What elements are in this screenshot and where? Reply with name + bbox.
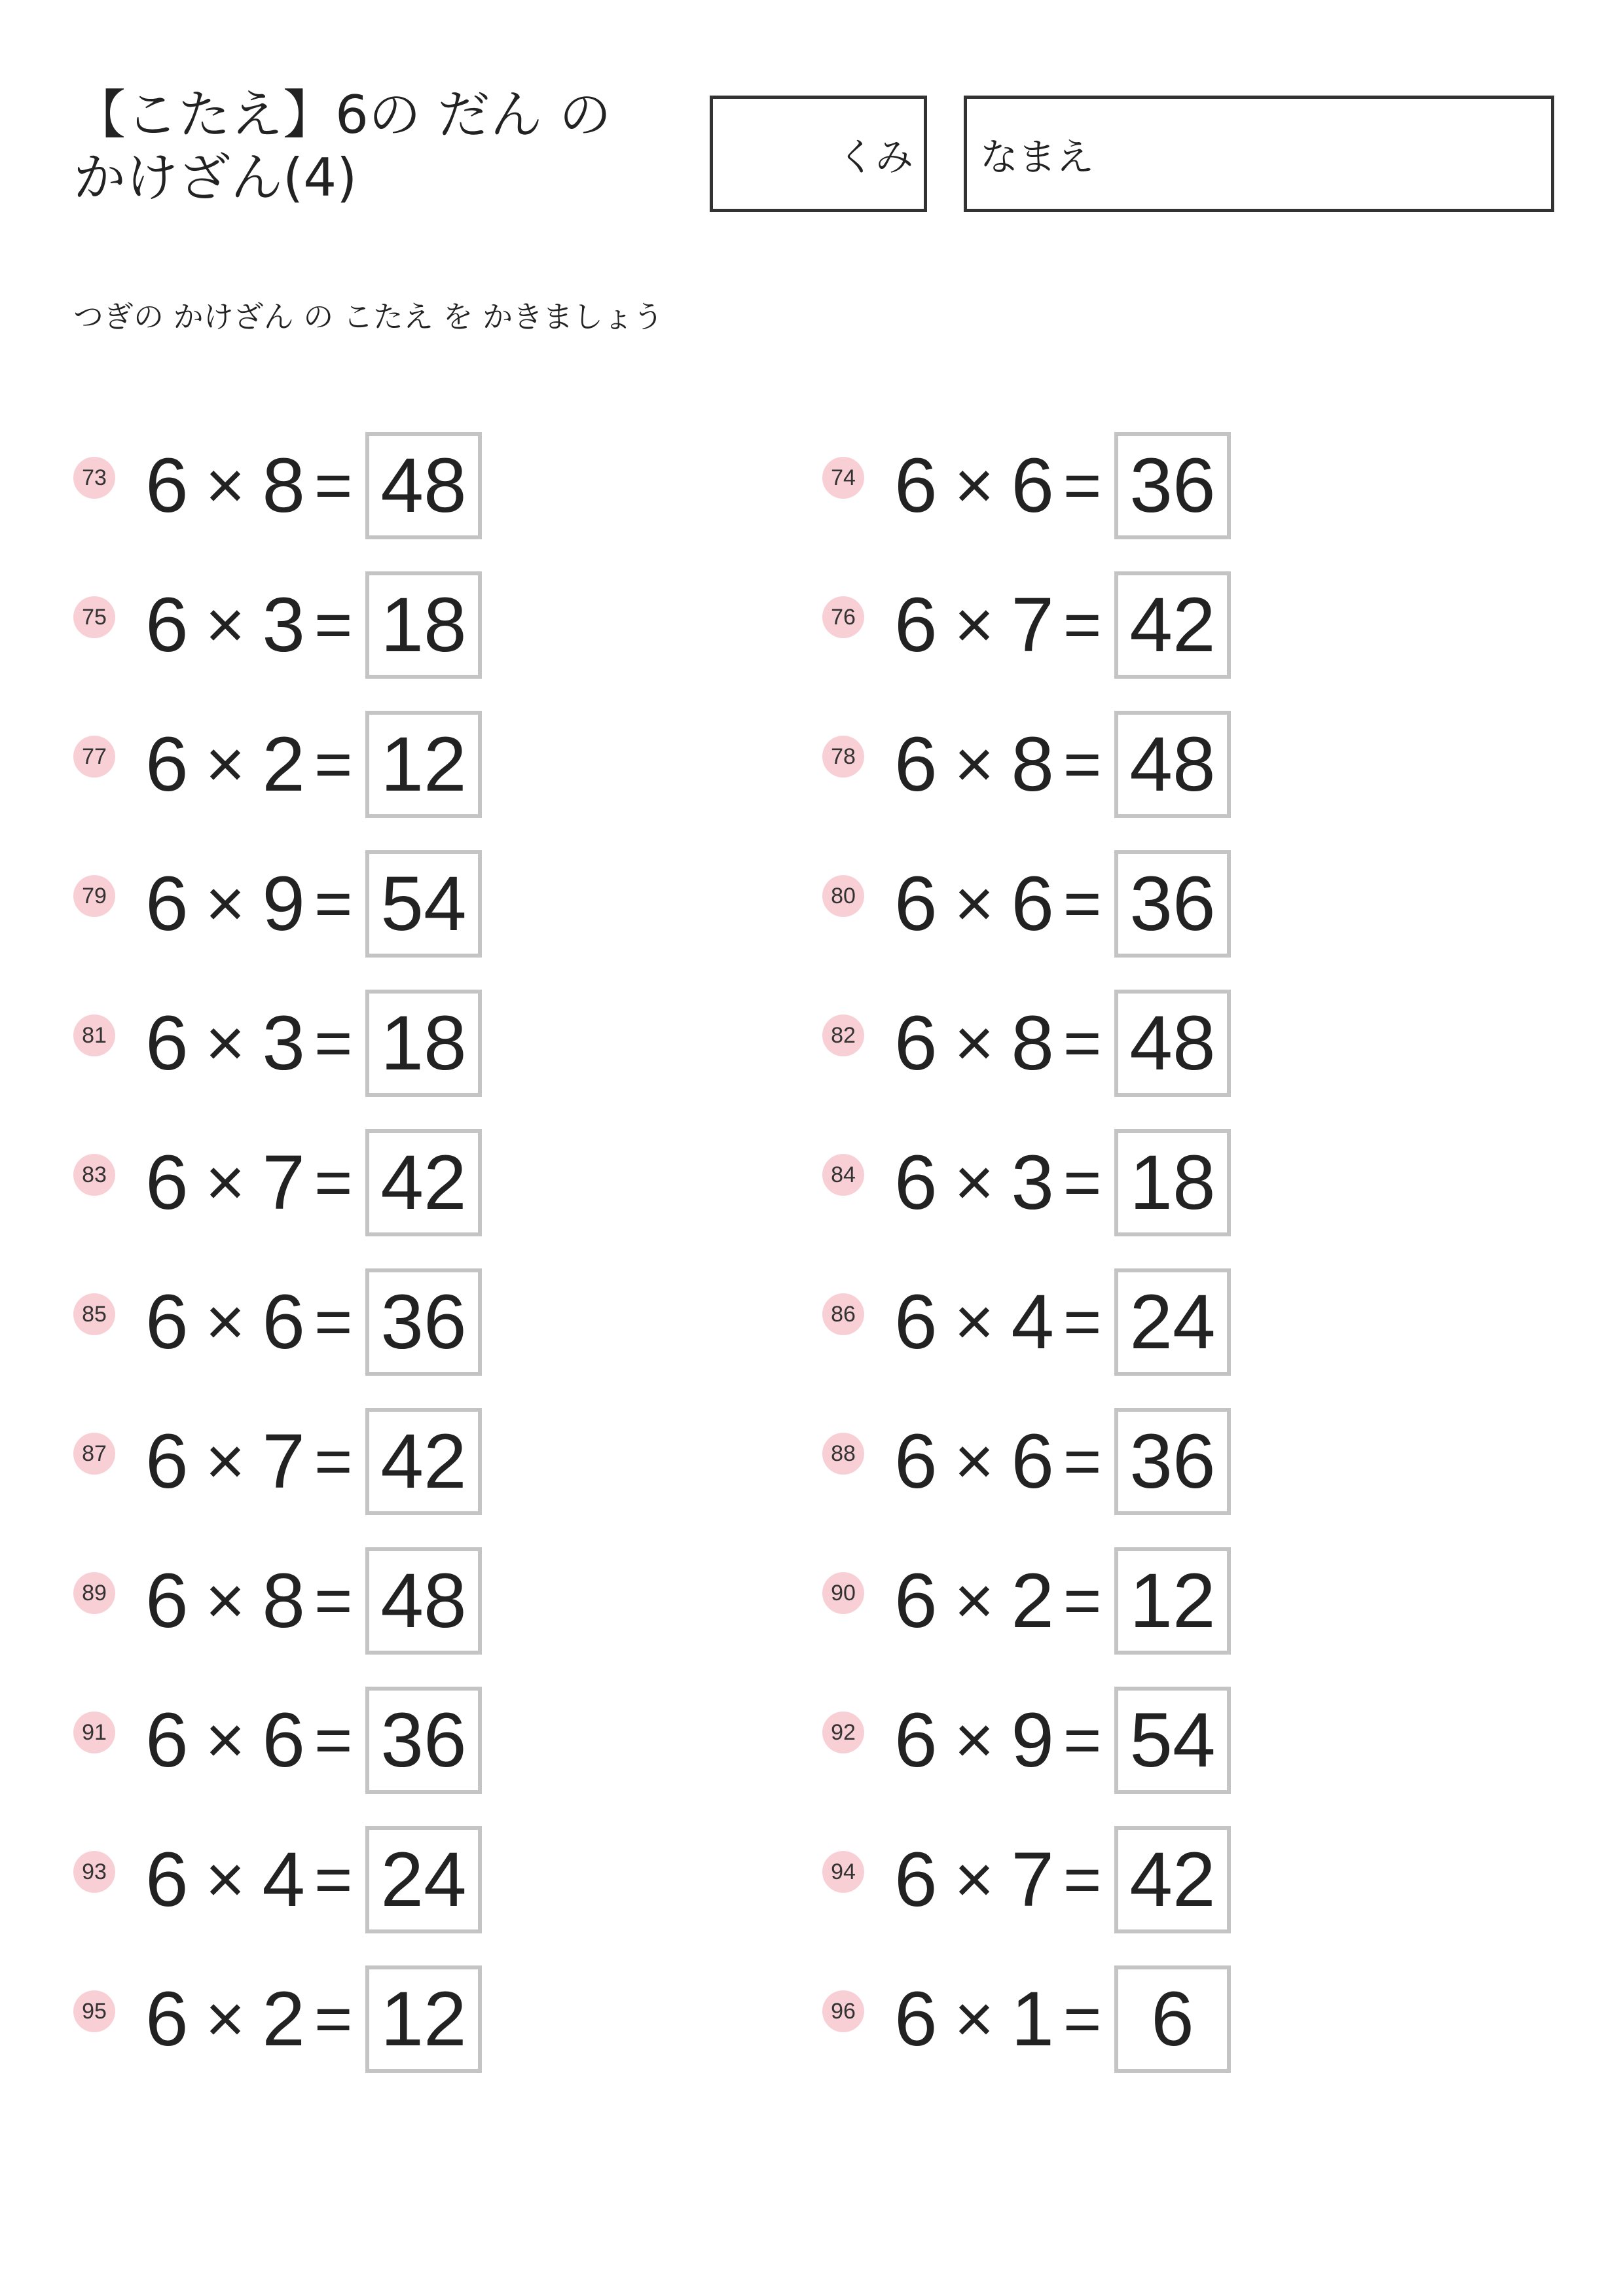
multiplier: 6 bbox=[262, 1697, 306, 1784]
answer-box[interactable]: 54 bbox=[1114, 1687, 1231, 1794]
answer-box[interactable]: 36 bbox=[1114, 1408, 1231, 1515]
times-sign: × bbox=[205, 586, 246, 663]
answer-box[interactable]: 54 bbox=[365, 850, 482, 958]
name-field[interactable] bbox=[964, 96, 1554, 212]
equals-sign: = bbox=[314, 1842, 353, 1916]
page-title-line2: かけざん(4) bbox=[73, 147, 357, 208]
problem-number-badge: 94 bbox=[822, 1851, 864, 1893]
times-sign: × bbox=[205, 1283, 246, 1360]
problem-number-badge: 80 bbox=[822, 875, 864, 917]
equals-sign: = bbox=[1063, 1982, 1102, 2056]
problem-number-badge: 73 bbox=[73, 457, 115, 499]
multiplier: 6 bbox=[1011, 442, 1055, 529]
equals-sign: = bbox=[1063, 1006, 1102, 1080]
problem-expression bbox=[145, 1000, 353, 1086]
problem-expression bbox=[894, 584, 1101, 666]
problem-expression bbox=[145, 1558, 353, 1644]
problem-expression bbox=[145, 1837, 353, 1923]
answer-box[interactable]: 48 bbox=[365, 1547, 482, 1655]
answer-box[interactable]: 42 bbox=[365, 1408, 482, 1515]
multiplier: 3 bbox=[1011, 1139, 1055, 1226]
multiplicand: 6 bbox=[145, 1558, 189, 1644]
problem-number-badge: 82 bbox=[822, 1014, 864, 1056]
multiplier: 2 bbox=[262, 1976, 306, 2062]
times-sign: × bbox=[954, 726, 994, 802]
problem-number-badge: 91 bbox=[73, 1712, 115, 1753]
multiplicand: 6 bbox=[894, 1139, 938, 1226]
answer-box[interactable]: 48 bbox=[1114, 990, 1231, 1097]
times-sign: × bbox=[954, 1562, 994, 1639]
equals-sign: = bbox=[1063, 1703, 1102, 1777]
answer-box[interactable]: 42 bbox=[1114, 1826, 1231, 1933]
equals-sign: = bbox=[1063, 867, 1102, 941]
answer-box[interactable]: 36 bbox=[1114, 850, 1231, 958]
times-sign: × bbox=[954, 1423, 994, 1499]
times-sign: × bbox=[205, 1562, 246, 1639]
problem-number-badge: 83 bbox=[73, 1154, 115, 1196]
problem-number-badge: 84 bbox=[822, 1154, 864, 1196]
multiplicand: 6 bbox=[894, 1837, 938, 1923]
multiplier: 4 bbox=[262, 1837, 306, 1923]
multiplicand: 6 bbox=[894, 582, 938, 668]
times-sign: × bbox=[954, 1841, 994, 1918]
problem-expression bbox=[894, 721, 1102, 808]
answer-box[interactable]: 24 bbox=[1114, 1268, 1231, 1376]
multiplier: 2 bbox=[262, 721, 306, 808]
multiplier: 3 bbox=[262, 582, 306, 668]
class-field[interactable] bbox=[710, 96, 927, 212]
times-sign: × bbox=[954, 1702, 994, 1778]
multiplicand: 6 bbox=[894, 1976, 938, 2062]
problem-number-badge: 86 bbox=[822, 1293, 864, 1335]
answer-box[interactable]: 12 bbox=[365, 711, 482, 818]
answer-box[interactable]: 36 bbox=[1114, 432, 1231, 539]
equals-sign: = bbox=[1063, 727, 1102, 801]
problem-expression bbox=[894, 1837, 1102, 1923]
problem-number-badge: 77 bbox=[73, 736, 115, 778]
answer-box[interactable]: 6 bbox=[1114, 1965, 1231, 2073]
class-field-label: くみ bbox=[837, 135, 913, 179]
equals-sign: = bbox=[314, 1703, 353, 1777]
multiplier: 3 bbox=[262, 1000, 306, 1086]
equals-sign: = bbox=[314, 448, 353, 522]
equals-sign: = bbox=[1063, 588, 1102, 662]
answer-box[interactable]: 48 bbox=[365, 432, 482, 539]
problem-number-badge: 79 bbox=[73, 875, 115, 917]
problem-expression bbox=[145, 442, 353, 529]
multiplicand: 6 bbox=[145, 1279, 189, 1365]
times-sign: × bbox=[205, 1005, 246, 1081]
times-sign: × bbox=[954, 1005, 994, 1081]
multiplier: 2 bbox=[1011, 1558, 1055, 1644]
multiplicand: 6 bbox=[894, 1000, 938, 1086]
times-sign: × bbox=[205, 1423, 246, 1499]
multiplicand: 6 bbox=[145, 1976, 189, 2062]
times-sign: × bbox=[954, 865, 994, 942]
answer-box[interactable]: 48 bbox=[1114, 711, 1231, 818]
answer-box[interactable]: 42 bbox=[365, 1129, 482, 1236]
multiplier: 4 bbox=[1011, 1279, 1055, 1365]
times-sign: × bbox=[954, 1283, 994, 1360]
multiplicand: 6 bbox=[145, 1418, 189, 1505]
problem-number-badge: 74 bbox=[822, 457, 864, 499]
multiplier: 1 bbox=[1011, 1976, 1055, 2062]
multiplier: 6 bbox=[1011, 1418, 1055, 1505]
multiplicand: 6 bbox=[894, 721, 938, 808]
problem-expression bbox=[894, 861, 1102, 947]
equals-sign: = bbox=[314, 727, 353, 801]
multiplicand: 6 bbox=[894, 1558, 938, 1644]
multiplicand: 6 bbox=[145, 442, 189, 529]
problem-number-badge: 76 bbox=[822, 596, 864, 638]
equals-sign: = bbox=[1063, 1285, 1102, 1359]
times-sign: × bbox=[954, 1144, 994, 1221]
problem-number-badge: 96 bbox=[822, 1990, 864, 2032]
multiplicand: 6 bbox=[145, 1139, 189, 1226]
equals-sign: = bbox=[314, 1424, 353, 1498]
problem-number-badge: 93 bbox=[73, 1851, 115, 1893]
answer-box[interactable]: 12 bbox=[365, 1965, 482, 2073]
problem-expression bbox=[894, 1558, 1102, 1644]
answer-box[interactable]: 12 bbox=[1114, 1547, 1231, 1655]
equals-sign: = bbox=[314, 1006, 353, 1080]
answer-box[interactable]: 18 bbox=[365, 990, 482, 1097]
problem-expression bbox=[145, 721, 353, 808]
multiplicand: 6 bbox=[894, 442, 938, 529]
multiplicand: 6 bbox=[894, 1418, 938, 1505]
problem-expression bbox=[145, 1418, 353, 1505]
times-sign: × bbox=[205, 1981, 246, 2057]
multiplier: 8 bbox=[262, 1558, 306, 1644]
multiplicand: 6 bbox=[145, 1697, 189, 1784]
times-sign: × bbox=[205, 1702, 246, 1778]
problem-number-badge: 75 bbox=[73, 596, 115, 638]
multiplier: 7 bbox=[262, 1139, 306, 1226]
equals-sign: = bbox=[314, 1982, 353, 2056]
problem-number-badge: 88 bbox=[822, 1433, 864, 1475]
equals-sign: = bbox=[314, 1564, 353, 1638]
problem-expression bbox=[894, 1976, 1102, 2062]
multiplier: 7 bbox=[262, 1418, 306, 1505]
problem-expression bbox=[894, 1697, 1102, 1784]
multiplier: 8 bbox=[262, 442, 306, 529]
name-field-label: なまえ bbox=[980, 135, 1095, 179]
problem-expression bbox=[894, 1279, 1102, 1365]
problem-number-badge: 89 bbox=[73, 1572, 115, 1614]
multiplier: 6 bbox=[1011, 861, 1055, 947]
times-sign: × bbox=[205, 865, 246, 942]
problem-number-badge: 81 bbox=[73, 1014, 115, 1056]
equals-sign: = bbox=[314, 1145, 353, 1219]
problem-expression bbox=[894, 1418, 1102, 1505]
multiplicand: 6 bbox=[145, 861, 189, 947]
multiplier: 8 bbox=[1011, 721, 1055, 808]
multiplicand: 6 bbox=[145, 1000, 189, 1086]
times-sign: × bbox=[205, 726, 246, 802]
instruction-text: つぎの かけざん の こたえ を かきましょう bbox=[73, 299, 664, 334]
answer-box[interactable]: 24 bbox=[365, 1826, 482, 1933]
multiplier: 6 bbox=[262, 1279, 306, 1365]
times-sign: × bbox=[954, 586, 994, 663]
multiplicand: 6 bbox=[145, 1837, 189, 1923]
times-sign: × bbox=[954, 447, 994, 524]
problem-expression bbox=[894, 1000, 1102, 1086]
problem-expression bbox=[145, 1139, 353, 1226]
multiplicand: 6 bbox=[145, 721, 189, 808]
equals-sign: = bbox=[1063, 1564, 1102, 1638]
problem-expression bbox=[145, 1697, 353, 1784]
answer-box[interactable]: 18 bbox=[365, 571, 482, 679]
multiplier: 9 bbox=[1011, 1697, 1055, 1784]
multiplier: 7 bbox=[1011, 582, 1055, 668]
times-sign: × bbox=[205, 1144, 246, 1221]
multiplier: 9 bbox=[262, 861, 306, 947]
equals-sign: = bbox=[1063, 1842, 1102, 1916]
answer-box[interactable]: 36 bbox=[365, 1687, 482, 1794]
equals-sign: = bbox=[314, 1285, 353, 1359]
equals-sign: = bbox=[1063, 1424, 1102, 1498]
times-sign: × bbox=[205, 447, 246, 524]
problem-expression bbox=[145, 1279, 353, 1365]
multiplicand: 6 bbox=[894, 861, 938, 947]
times-sign: × bbox=[954, 1981, 994, 2057]
multiplier: 7 bbox=[1011, 1837, 1055, 1923]
multiplicand: 6 bbox=[145, 582, 189, 668]
problem-number-badge: 90 bbox=[822, 1572, 864, 1614]
problem-expression bbox=[894, 442, 1102, 529]
answer-box[interactable]: 18 bbox=[1114, 1129, 1231, 1236]
equals-sign: = bbox=[1063, 1145, 1102, 1219]
answer-box[interactable]: 42 bbox=[1114, 571, 1231, 679]
times-sign: × bbox=[205, 1841, 246, 1918]
problem-number-badge: 78 bbox=[822, 736, 864, 778]
problem-expression bbox=[145, 861, 353, 947]
equals-sign: = bbox=[314, 867, 353, 941]
multiplier: 8 bbox=[1011, 1000, 1055, 1086]
page-title bbox=[73, 84, 663, 209]
problem-expression bbox=[145, 1976, 353, 2062]
problem-number-badge: 87 bbox=[73, 1433, 115, 1475]
problem-expression bbox=[894, 1139, 1102, 1226]
page-title-line1: 【こたえ】6の だん の bbox=[73, 84, 611, 145]
problem-expression bbox=[145, 584, 352, 666]
multiplicand: 6 bbox=[894, 1697, 938, 1784]
problem-number-badge: 92 bbox=[822, 1712, 864, 1753]
equals-sign: = bbox=[314, 588, 353, 662]
multiplicand: 6 bbox=[894, 1279, 938, 1365]
problem-number-badge: 85 bbox=[73, 1293, 115, 1335]
answer-box[interactable]: 36 bbox=[365, 1268, 482, 1376]
equals-sign: = bbox=[1063, 448, 1102, 522]
problem-number-badge: 95 bbox=[73, 1990, 115, 2032]
